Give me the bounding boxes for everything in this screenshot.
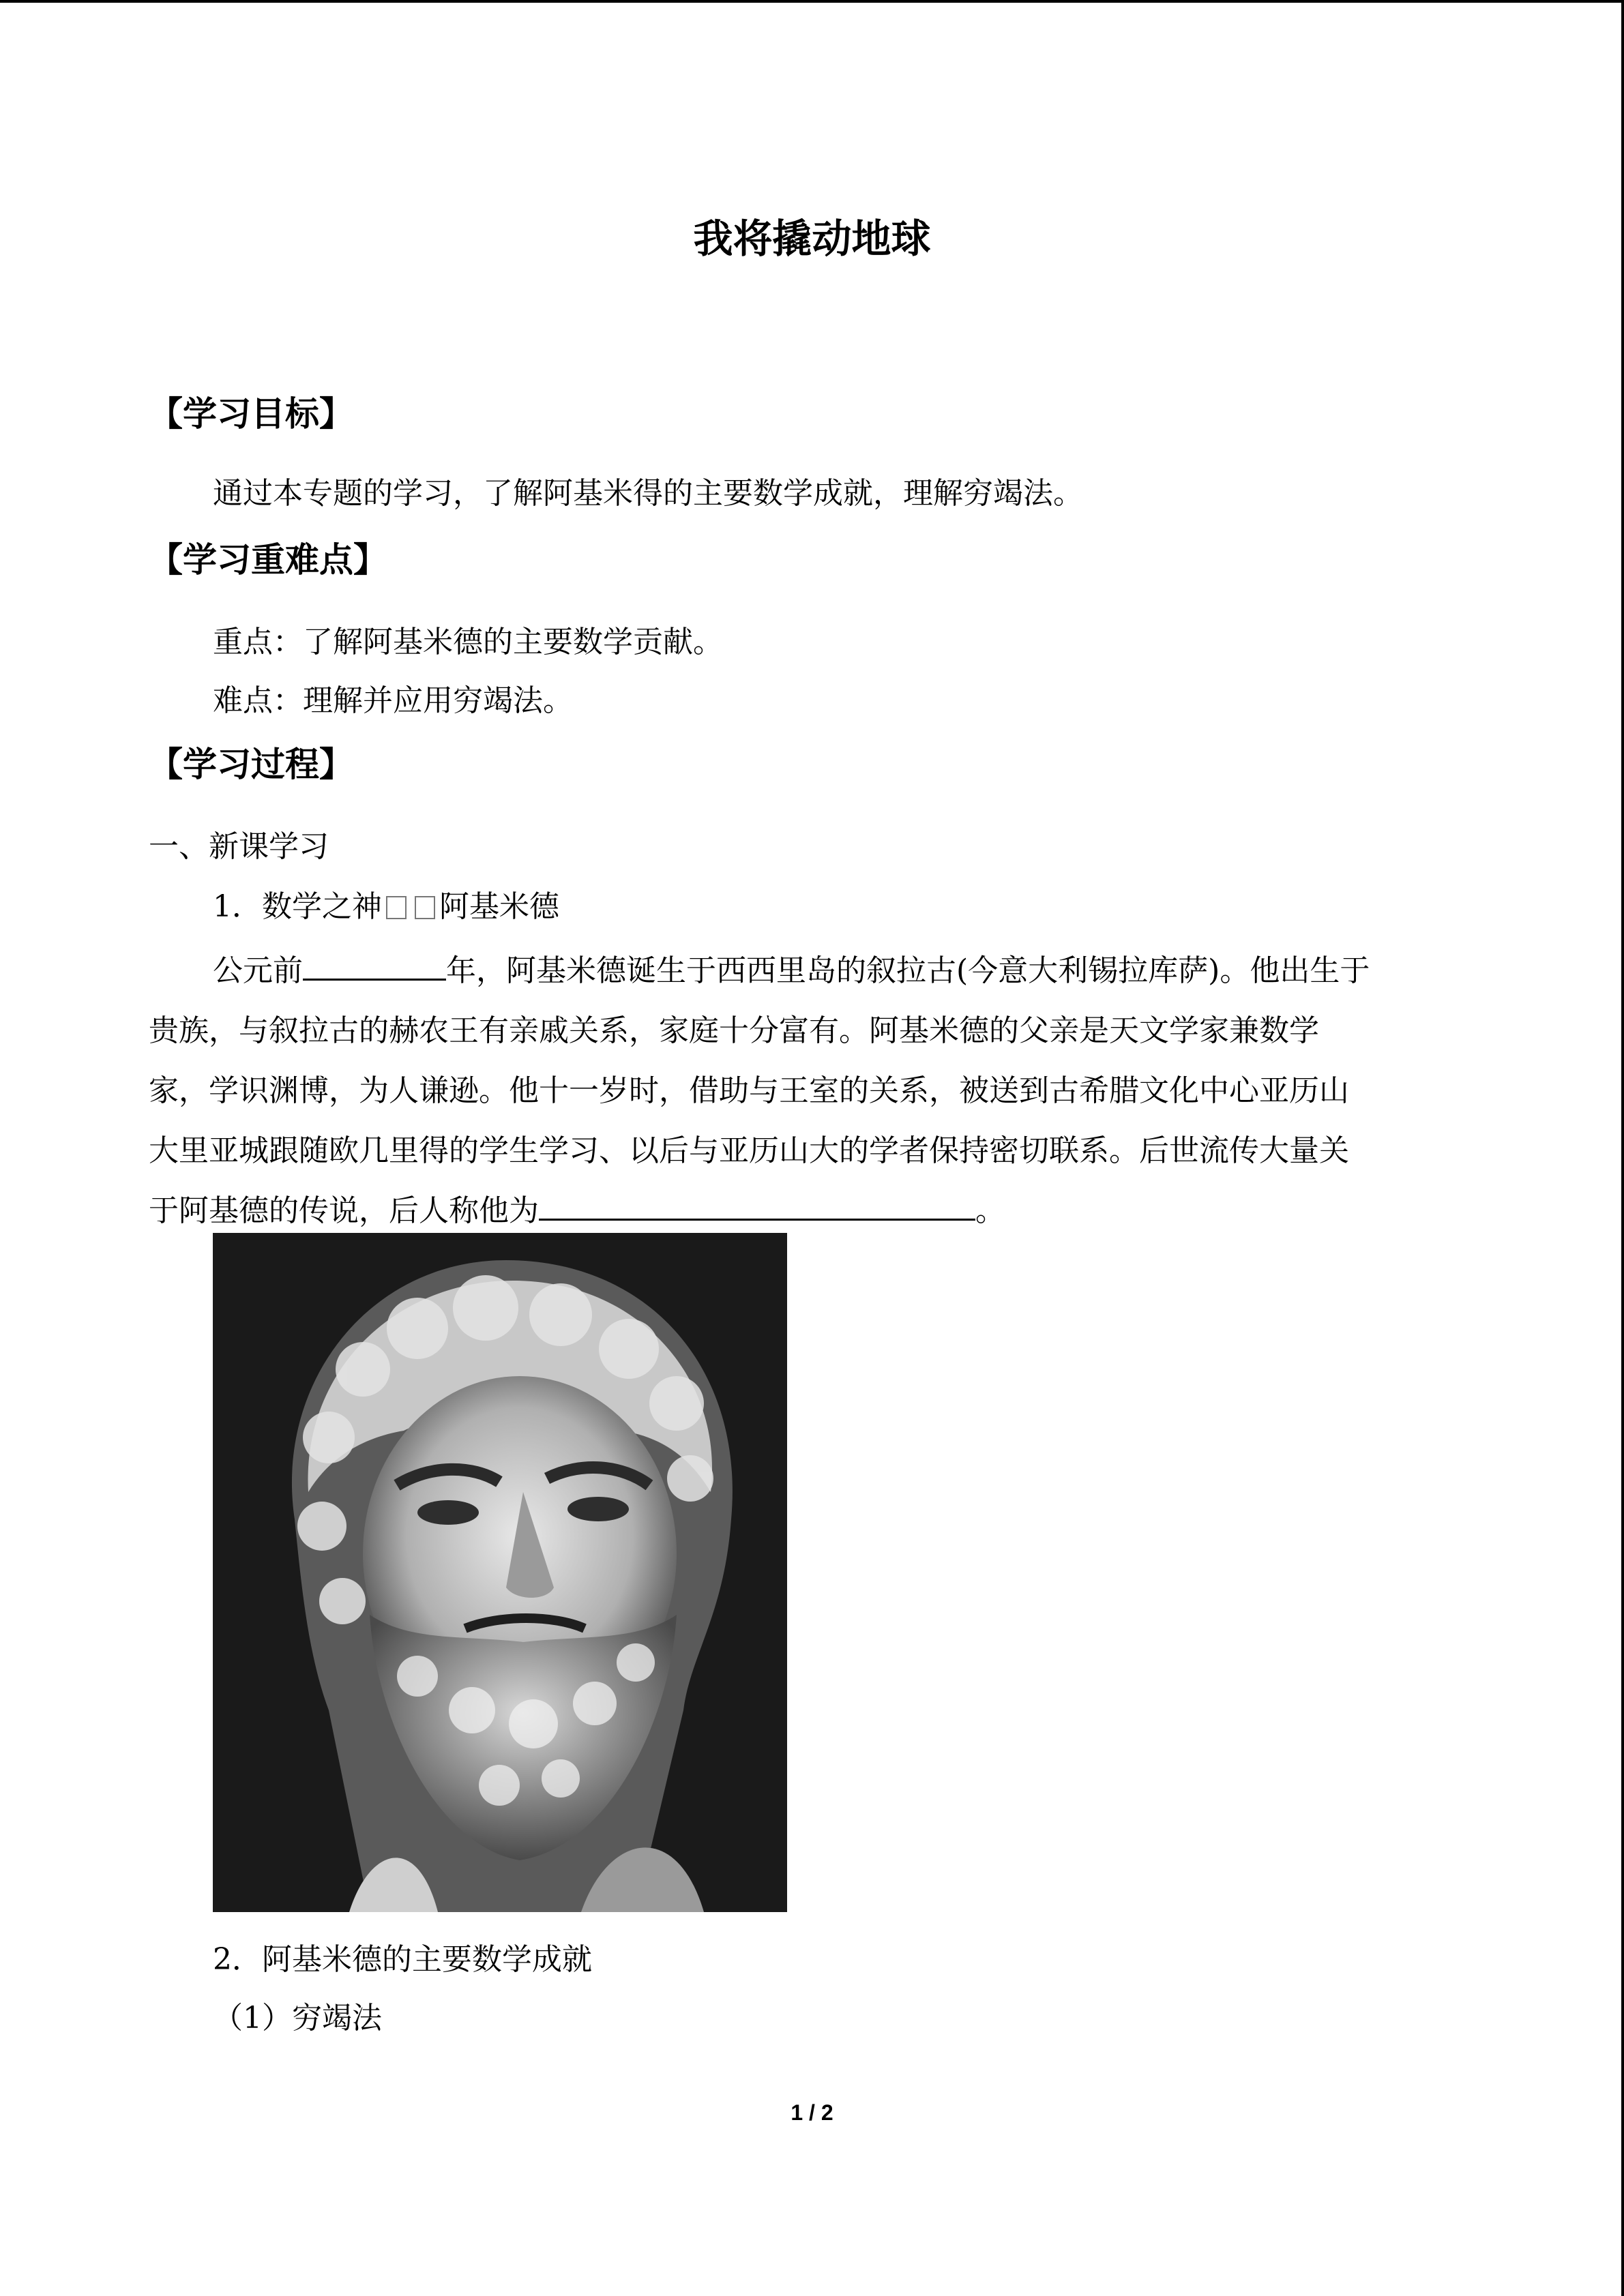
page-top-border: [0, 0, 1624, 3]
objectives-heading: 【学习目标】: [149, 394, 353, 434]
paragraph-line-1: [149, 941, 1465, 1001]
paragraph-line-5: [149, 1181, 1465, 1241]
item1-prefix: 1．数学之神: [213, 889, 382, 924]
placeholder-box-icon: [415, 896, 435, 919]
key-points-heading: 【学习重难点】: [149, 540, 387, 580]
page-right-border: [1621, 0, 1624, 2296]
part1-label: 一、新课学习: [149, 829, 329, 864]
document-title: 我将撬动地球: [693, 215, 931, 262]
item1-label: [213, 886, 559, 927]
paragraph-line-2: 贵族，与叙拉古的赫农王有亲戚关系，家庭十分富有。阿基米德的父亲是天文学家兼数学: [149, 1013, 1319, 1048]
archimedes-paragraph: [149, 941, 1465, 1241]
item1-suffix: 阿基米德: [439, 889, 559, 924]
difficult-point-text: 难点：理解并应用穷竭法。: [213, 683, 573, 718]
paragraph-line-5-end: 。: [975, 1193, 1005, 1228]
paragraph-line-1-end: 年，阿基米德诞生于西西里岛的叙拉古(今意大利锡拉库萨)。他出生于: [446, 953, 1370, 988]
paragraph-line-1-start: 公元前: [213, 953, 303, 988]
paragraph-line-3: 家，学识渊博，为人谦逊。他十一岁时，借助与王室的关系，被送到古希腊文化中心亚历山: [149, 1073, 1349, 1108]
item2-label: 2．阿基米德的主要数学成就: [213, 1942, 592, 1977]
placeholder-box-icon: [386, 896, 407, 919]
subitem1-label: （1）穷竭法: [213, 2001, 382, 2036]
objectives-text: 通过本专题的学习，了解阿基米得的主要数学成就，理解穷竭法。: [213, 476, 1083, 511]
key-point-text: 重点：了解阿基米德的主要数学贡献。: [213, 625, 723, 659]
year-blank: [303, 947, 446, 981]
process-heading: 【学习过程】: [149, 745, 353, 784]
archimedes-bust-image: [213, 1233, 787, 1912]
page-number: 1 / 2: [791, 2100, 833, 2125]
paragraph-line-5-start: 于阿基德的传说，后人称他为: [149, 1193, 539, 1228]
archimedes-bust-icon: [213, 1233, 787, 1912]
paragraph-line-4: 大里亚城跟随欧几里得的学生学习、以后与亚历山大的学者保持密切联系。后世流传大量关: [149, 1133, 1349, 1168]
title-blank: [539, 1187, 975, 1221]
